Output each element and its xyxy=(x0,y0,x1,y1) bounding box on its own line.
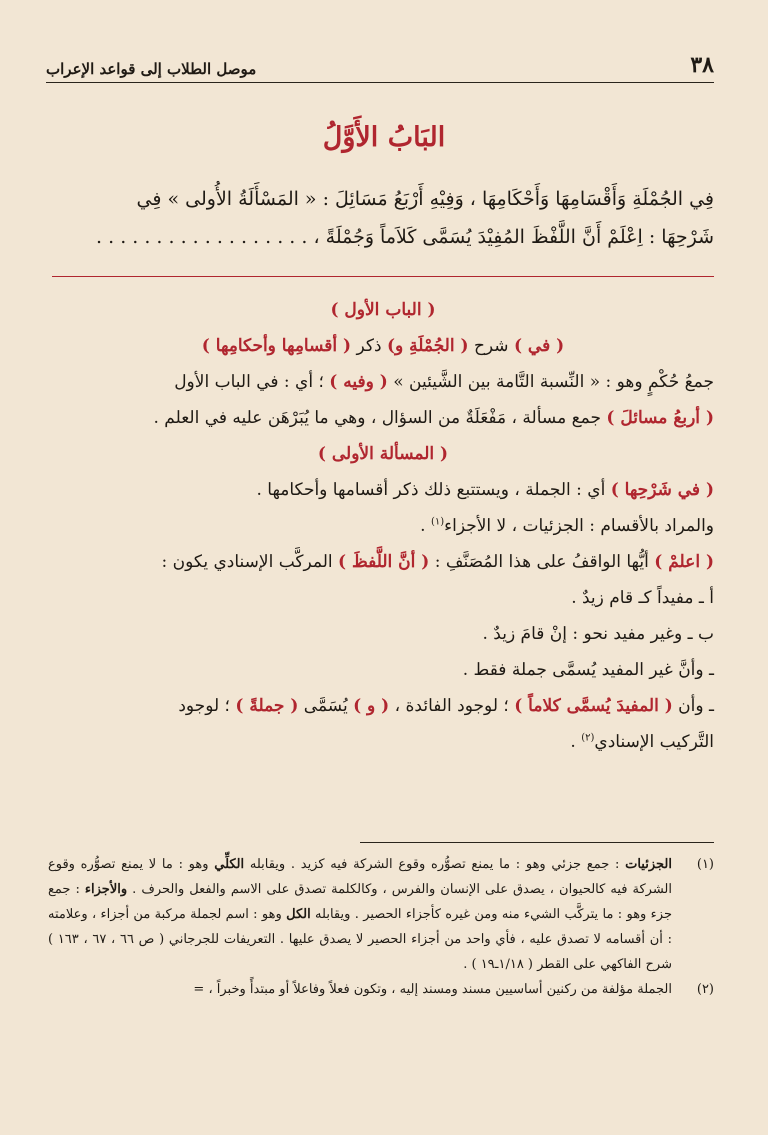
commentary-paragraph xyxy=(52,508,714,544)
matn-quote: ( جملةً ) xyxy=(235,696,299,716)
commentary-text: جمعُ حُكْمٍ وهو : « النِّسبة التَّامة بين الشَّيئين » xyxy=(387,372,714,392)
footnote-ref[interactable]: (٢) xyxy=(581,732,595,744)
commentary-text: جمع مسألة ، مَفْعَلَةٌ من السؤال ، وهي ما يُبَرْهَن عليه في العلم . xyxy=(153,408,607,428)
footnote xyxy=(48,852,714,977)
commentary-paragraph: ب ـ وغير مفيد نحو : إنْ قامَ زيدٌ . xyxy=(482,624,714,644)
matn-text xyxy=(52,180,714,256)
commentary-text: ؛ أي : في الباب الأول xyxy=(174,372,330,392)
commentary-text: شرح xyxy=(468,336,514,356)
red-divider xyxy=(52,276,714,277)
footnote-number: (٢) xyxy=(696,982,714,997)
matn-quote: ( في شَرْحِها ) xyxy=(610,480,714,500)
footnote-divider xyxy=(360,842,714,843)
footnote-fragment: وهو : ما لا يمنع تصوُّره وقوع الشركة فيه كالحيوان ، يصدق على الإنسان والفرس ، وكالكلمة تصدق على الاسم والفعل والحرف . xyxy=(48,857,672,897)
commentary-text: أي : الجملة ، ويستتبع ذلك ذكر أقسامها وأحكامها . xyxy=(256,480,611,500)
footnote-ref[interactable]: (١) xyxy=(430,516,445,528)
matn-line: فِي الجُمْلَةِ وَأَقْسَامِهَا وَأَحْكَامِهَا ، وَفِيْهِ أَرْبَعُ مَسَائِلَ : « المَسْأَلَةُ الأُولى » فِي xyxy=(136,188,714,210)
commentary-paragraph xyxy=(52,724,714,760)
commentary-subheading xyxy=(52,328,714,364)
commentary-text: . xyxy=(420,516,431,536)
matn-quote: ( أربعُ مسائلَ ) xyxy=(606,408,714,428)
footnote-text: الجملة مؤلفة من ركنين أساسيين مسند ومسند إليه ، وتكون فعلاً وفاعلاً أو مبتدأً وخبراً ، = xyxy=(193,982,672,997)
commentary-text: أيُّها الواقفُ على هذا المُصَنَّفِ : xyxy=(429,552,655,572)
commentary-text: ذكر xyxy=(351,336,387,356)
footnote-term: الجزئيات xyxy=(625,857,672,872)
footnote-term: الكل xyxy=(286,907,311,922)
page-header xyxy=(46,50,714,83)
matn-quote: ( و ) xyxy=(353,696,390,716)
chapter-title: البَابُ الأَوَّلُ xyxy=(322,122,446,153)
commentary-paragraph: أ ـ مفيداً كـ قام زيدٌ . xyxy=(571,588,714,608)
footnote-term: الكلِّي xyxy=(214,857,245,872)
commentary-text: ؛ لوجود xyxy=(178,696,236,716)
footnote-fragment: : جمع جزئي وهو : ما يمنع تصوُّره وقوع الشركة فيه كزيد . ويقابله xyxy=(244,857,626,872)
commentary-paragraph xyxy=(52,364,714,400)
commentary xyxy=(52,292,714,760)
footnotes xyxy=(48,852,714,1002)
matn-quote: ( الجُمْلَةِ و) xyxy=(386,336,469,356)
footnote-number: (١) xyxy=(696,857,714,872)
matn-quote: ( اعلمْ ) xyxy=(654,552,714,572)
footnote-term: والأجزاء xyxy=(84,882,128,897)
commentary-heading: ( المسألة الأولى ) xyxy=(317,444,449,464)
matn-line: شَرْحِهَا : اِعْلَمْ أَنَّ اللَّفْظَ المُفِيْدَ يُسَمَّى كَلاَماً وَجُمْلَةً ، . . . . . . . . . . . . . . . . . . xyxy=(96,226,714,248)
commentary-text: ـ وأن xyxy=(672,696,714,716)
footnote xyxy=(48,977,714,1002)
commentary-text: يُسَمَّى xyxy=(298,696,354,716)
commentary-text: . xyxy=(570,732,582,752)
commentary-paragraph xyxy=(52,400,714,436)
commentary-heading: ( الباب الأول ) xyxy=(330,300,436,320)
matn-quote: ( أنَّ اللَّفظَ ) xyxy=(338,552,430,572)
footnote-fragment: : جمع جزء وهو : ما يتركَّب الشيء منه ومن غيره كأجزاء الحصير . ويقابله xyxy=(48,882,672,922)
commentary-text: المركَّب الإسنادي يكون : xyxy=(161,552,339,572)
footnote-text xyxy=(48,852,672,977)
footnote-fragment: وهو : اسم لجملة مركبة من أجزاء ، وعلامته : أن أقسامه لا تصدق عليه ، فأي واحد من أجزاء الحصير لا يصدق عليها . التعريفات للجرجاني ( ص ٦٦ ، ٦٧ ، ١٦٣ ) شرح الفاكهي على القطر ( ١/١٨ـ١٩ ) . xyxy=(48,907,672,972)
commentary-paragraph: ـ وأنَّ غير المفيد يُسمَّى جملة فقط . xyxy=(462,660,714,680)
commentary-paragraph xyxy=(52,472,714,508)
matn-quote: ( وفيه ) xyxy=(329,372,388,392)
matn-quote: ( في ) xyxy=(513,336,565,356)
commentary-paragraph xyxy=(52,544,714,580)
running-title: موصل الطلاب إلى قواعد الإعراب xyxy=(46,60,257,78)
commentary-text: ؛ لوجود الفائدة ، xyxy=(389,696,515,716)
commentary-text: والمراد بالأقسام : الجزئيات ، لا الأجزاء xyxy=(444,516,714,536)
matn-quote: ( أقسامِها وأحكامِها ) xyxy=(201,336,352,356)
commentary-paragraph xyxy=(52,688,714,724)
page-number: ٣٨ xyxy=(690,52,714,78)
matn-quote: ( المفيدَ يُسمَّى كلاماً ) xyxy=(514,696,673,716)
commentary-text: التَّركيب الإسنادي xyxy=(594,732,714,752)
